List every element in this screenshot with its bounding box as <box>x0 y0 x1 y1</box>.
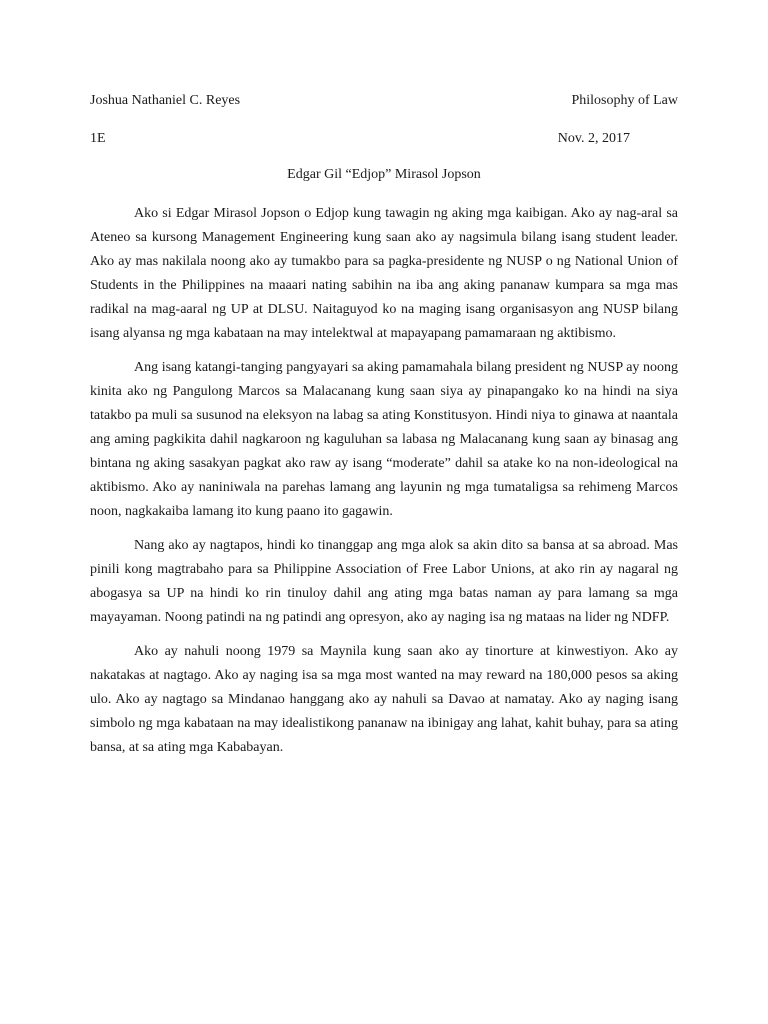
document-body <box>90 202 678 770</box>
section-label: 1E <box>90 131 106 146</box>
author-name: Joshua Nathaniel C. Reyes <box>90 93 241 108</box>
paragraph: Nang ako ay nagtapos, hindi ko tinanggap ang mga alok sa akin dito sa bansa at sa abroad. Mas pinili kong magtrabaho para sa Philippine Association of Free Labor Unions, at ako rin ay nagaral ng abogasya sa UP na hindi ko rin tinuloy dahil ang ating mga batas naman ay para lamang sa mga mayayaman. Noong patindi na ng patindi ang opresyon, ako ay naging isa ng mataas na lider ng NDFP. <box>90 538 678 625</box>
document-title: Edgar Gil “Edjop” Mirasol Jopson <box>287 167 481 182</box>
header-row-top <box>90 92 678 110</box>
header-row-bottom <box>90 130 678 148</box>
paragraph: Ako ay nahuli noong 1979 sa Maynila kung saan ako ay tinorture at kinwestiyon. Ako ay nakatakas at nagtago. Ako ay naging isa sa mga most wanted na may reward na 180,000 pesos sa aking ulo. Ako ay nagtago sa Mindanao hanggang ako ay nahuli sa Davao at namatay. Ako ay naging isang simbolo ng mga kabataan na may idealistikong pananaw na ibinigay ang lahat, kahit buhay, para sa ating bansa, at sa ating mga Kababayan. <box>90 644 678 755</box>
document-date: Nov. 2, 2017 <box>557 131 630 146</box>
course-subject: Philosophy of Law <box>571 93 678 108</box>
paragraph: Ang isang katangi-tanging pangyayari sa aking pamamahala bilang president ng NUSP ay noong kinita ako ng Pangulong Marcos sa Malacanang kung saan siya ay pinapangako ko na hindi na siya tatakbo pa muli sa susunod na eleksyon na labag sa ating Konstitusyon. Hindi niya to ginawa at naantala ang aming pagkikita dahil nagkaroon ng kaguluhan sa labasa ng Malacanang kung saan ay binasag ang bintana ng aking sasakyan pagkat ako raw ay isang “moderate” dahil sa atake ko na non-ideological na aktibismo. Ako ay naniniwala na parehas lamang ang layunin ng mga tumataligsa sa rehimeng Marcos noon, nagkakaiba lamang ito kung paano ito gagawin. <box>90 360 678 519</box>
paragraph: Ako si Edgar Mirasol Jopson o Edjop kung tawagin ng aking mga kaibigan. Ako ay nag-aral sa Ateneo sa kursong Management Engineering kung saan ako ay nagsimula bilang isang student leader. Ako ay mas nakilala noong ako ay tumakbo para sa pagka-presidente ng NUSP o ng National Union of Students in the Philippines na maaari nating sabihin na iba ang aking pananaw kumpara sa mga mas radikal na mag-aaral ng UP at DLSU. Naitaguyod ko na maging isang organisasyon ang NUSP bilang isang alyansa ng mga kabataan na may intelektwal at mapayapang pamamaraan ng aktibismo. <box>90 206 678 341</box>
